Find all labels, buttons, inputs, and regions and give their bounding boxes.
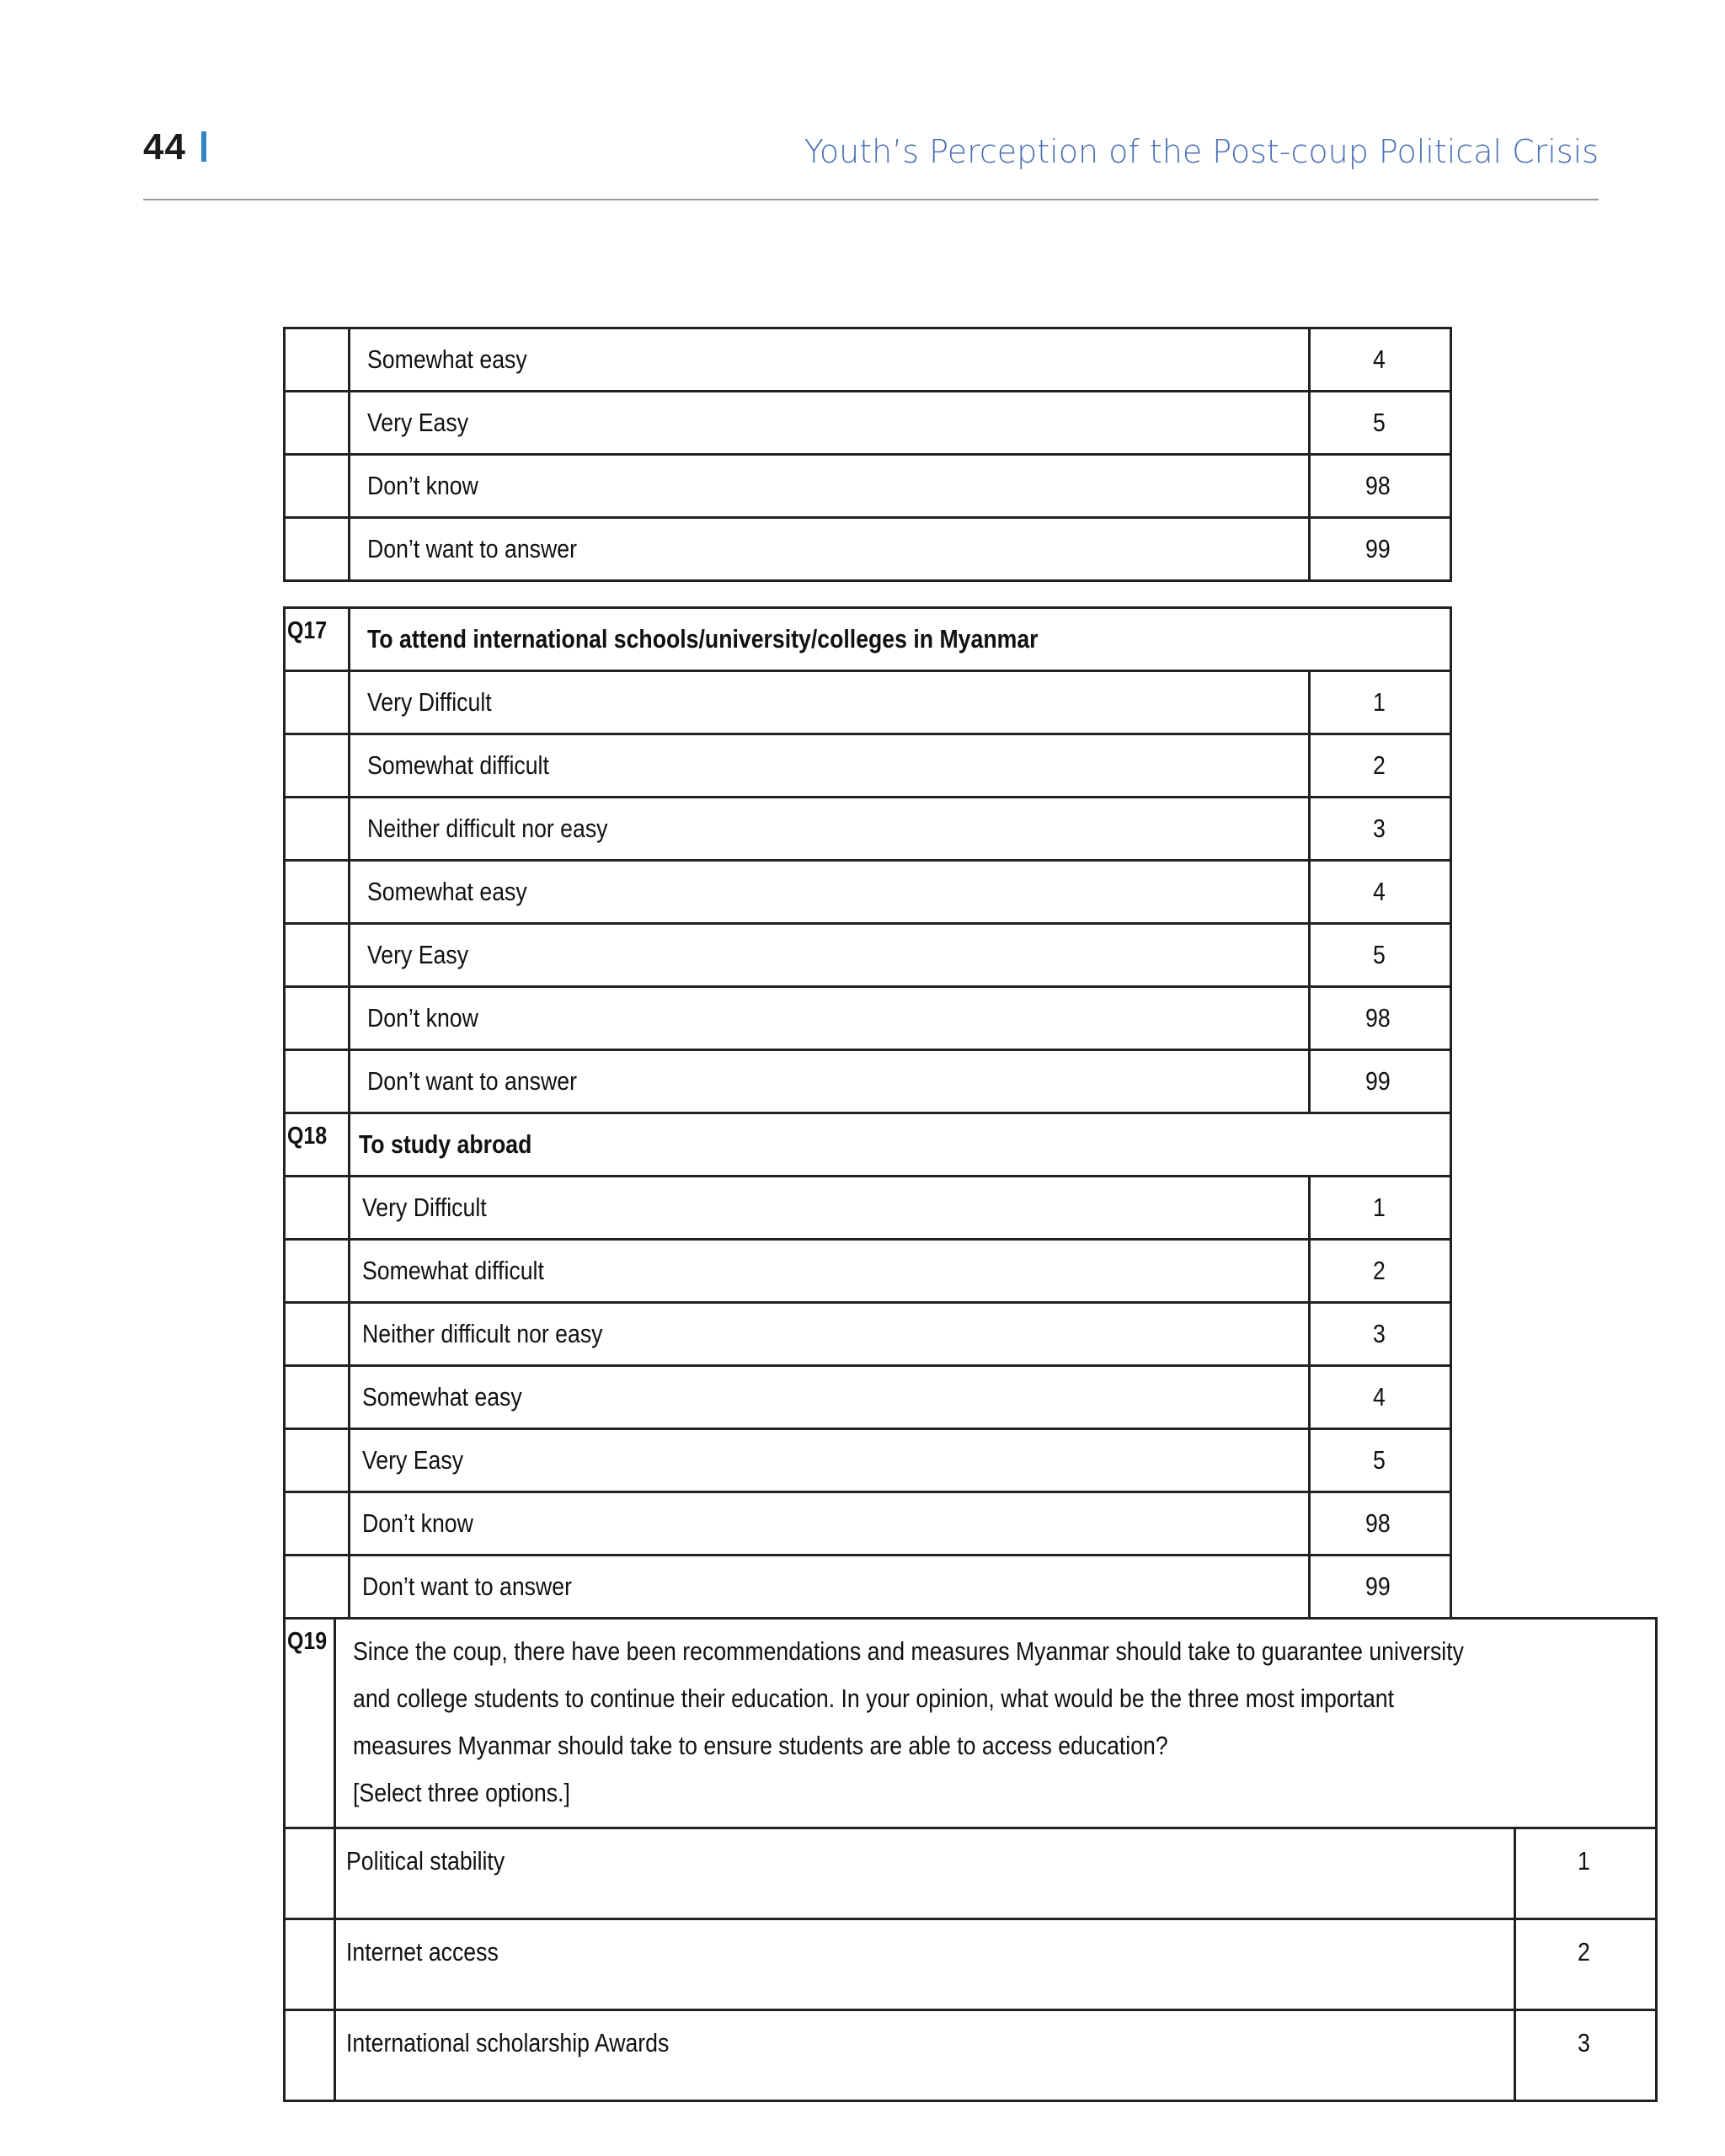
- page-number-text: 44: [143, 126, 186, 168]
- q18-table: [283, 1112, 1452, 1620]
- page-number: [143, 126, 206, 168]
- option-code: 99: [1365, 534, 1391, 563]
- question-number: Q19: [287, 1628, 328, 1655]
- option-label: Don’t want to answer: [362, 1572, 572, 1601]
- table-row: [285, 861, 1451, 924]
- option-label: Very Easy: [367, 940, 469, 969]
- option-code: 98: [1365, 471, 1391, 500]
- table-row: [285, 1303, 1451, 1366]
- option-label: Somewhat easy: [362, 1382, 522, 1412]
- option-label: Don’t want to answer: [367, 1066, 577, 1096]
- option-code: 2: [1578, 1937, 1591, 1967]
- option-code: 98: [1365, 1508, 1391, 1538]
- option-code: 98: [1365, 1003, 1391, 1033]
- option-label: Don’t know: [367, 1003, 478, 1033]
- question-text: To attend international schools/university/colleges in Myanmar: [367, 624, 1039, 654]
- option-code: 5: [1372, 408, 1386, 437]
- table-row: [285, 1050, 1451, 1113]
- table-row: [285, 1177, 1451, 1240]
- option-label: Very Difficult: [367, 687, 492, 717]
- q19-table: [283, 1617, 1658, 2102]
- table-row: [285, 987, 1451, 1050]
- table-row: [285, 924, 1451, 987]
- table-row: [285, 1492, 1451, 1556]
- option-label: Political stability: [345, 1846, 505, 1876]
- table-row: [285, 1240, 1451, 1303]
- option-code: 99: [1365, 1066, 1391, 1096]
- option-code: 5: [1372, 1445, 1386, 1475]
- table-row: [285, 1828, 1657, 1919]
- table-row: [285, 455, 1451, 518]
- option-code: 3: [1372, 814, 1386, 843]
- option-code: 4: [1372, 1382, 1386, 1412]
- table-row: [285, 1366, 1451, 1429]
- question-text-line: and college students to continue their education. In your opinion, what would be the three most important: [352, 1684, 1394, 1713]
- table-row: [285, 671, 1451, 734]
- option-label: Internet access: [345, 1937, 499, 1967]
- question-number: Q18: [287, 1123, 328, 1150]
- table-row: [285, 1429, 1451, 1492]
- option-label: International scholarship Awards: [345, 2028, 670, 2057]
- option-label: Very Easy: [362, 1445, 464, 1475]
- question-number: Q17: [287, 617, 328, 644]
- header-rule: [143, 199, 1599, 200]
- continued-question-table: [283, 327, 1452, 582]
- q17-table: [283, 606, 1452, 1114]
- table-row: [285, 328, 1451, 392]
- option-code: 99: [1365, 1572, 1391, 1601]
- question-instruction: [Select three options.]: [352, 1778, 570, 1807]
- option-label: Somewhat easy: [367, 344, 527, 374]
- option-label: Neither difficult nor easy: [367, 814, 608, 843]
- option-code: 3: [1578, 2028, 1591, 2057]
- table-row: [285, 798, 1451, 861]
- table-row: [285, 392, 1451, 455]
- option-label: Somewhat difficult: [367, 750, 549, 780]
- option-code: 5: [1372, 940, 1386, 969]
- option-code: 2: [1372, 750, 1386, 780]
- question-row: [285, 1619, 1657, 1828]
- table-row: [285, 1919, 1657, 2010]
- running-title: Youth’s Perception of the Post-coup Political Crisis: [804, 133, 1599, 170]
- option-code: 1: [1372, 687, 1386, 717]
- option-label: Somewhat difficult: [362, 1256, 544, 1285]
- option-label: Don’t know: [362, 1508, 473, 1538]
- table-row: [285, 518, 1451, 581]
- page-number-divider: [201, 131, 206, 162]
- option-code: 1: [1372, 1193, 1386, 1222]
- question-row: [285, 1113, 1451, 1177]
- table-row: [285, 2010, 1657, 2101]
- option-code: 2: [1372, 1256, 1386, 1285]
- option-label: Somewhat easy: [367, 877, 527, 906]
- option-code: 1: [1578, 1846, 1591, 1876]
- option-label: Neither difficult nor easy: [362, 1319, 603, 1348]
- option-code: 4: [1372, 344, 1386, 374]
- option-code: 4: [1372, 877, 1386, 906]
- question-text-line: Since the coup, there have been recommendations and measures Myanmar should take to guarantee university: [352, 1636, 1464, 1666]
- question-row: [285, 608, 1451, 671]
- table-row: [285, 734, 1451, 798]
- table-row: [285, 1556, 1451, 1619]
- option-label: Don’t know: [367, 471, 478, 500]
- option-label: Very Difficult: [362, 1193, 487, 1222]
- question-text: To study abroad: [359, 1129, 532, 1159]
- option-label: Don’t want to answer: [367, 534, 577, 563]
- question-text-line: measures Myanmar should take to ensure students are able to access education?: [352, 1731, 1168, 1760]
- option-label: Very Easy: [367, 408, 469, 437]
- option-code: 3: [1372, 1319, 1386, 1348]
